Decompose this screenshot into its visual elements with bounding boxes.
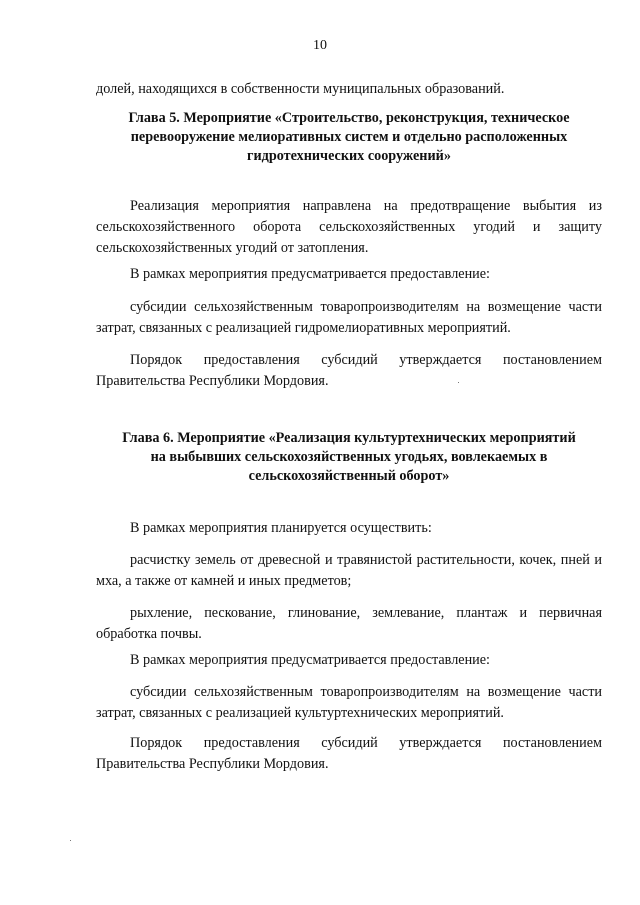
chapter6-paragraph-2: расчистку земель от древесной и травянистой растительности, кочек, пней и мха, а также от камней и иных предметов; [96,552,602,589]
chapter5-paragraph-3: субсидии сельхозяйственным товаропроизводителям на возмещение части затрат, связанных с реализацией гидромелиоративных мероприятий. [96,299,602,336]
scan-speck [458,382,459,383]
chapter6-heading-line3: сельскохозяйственный оборот» [248,468,450,484]
chapter5-paragraph-2: В рамках мероприятия предусматривается предоставление: [130,266,490,282]
chapter5-heading-line1: Глава 5. Мероприятие «Строительство, реконструкция, техническое [128,110,570,126]
chapter6-paragraph-5: субсидии сельхозяйственным товаропроизводителям на возмещение части затрат, связанных с реализацией культуртехнических мероприятий. [96,684,602,721]
chapter6-paragraph-3: рыхление, пескование, глинование, землевание, плантаж и первичная обработка почвы. [96,605,602,642]
chapter5-heading-line3: гидротехнических сооружений» [247,148,451,164]
chapter6-paragraph-1: В рамках мероприятия планируется осуществить: [130,520,432,536]
chapter6-heading-line2: на выбывших сельскохозяйственных угодьях, вовлекаемых в [150,449,548,465]
chapter5-paragraph-1: Реализация мероприятия направлена на предотвращение выбытия из сельскохозяйственного оборота сельскохозяйственных угодий и защиту сельскохозяйственных угодий от затопления. [96,198,602,256]
chapter6-paragraph-4: В рамках мероприятия предусматривается предоставление: [130,652,490,668]
page-number: 10 [313,38,327,53]
chapter5-heading [96,109,602,166]
chapter6-heading-line1: Глава 6. Мероприятие «Реализация культуртехнических мероприятий [122,430,576,446]
chapter6-heading [96,429,602,486]
chapter6-paragraph-6: Порядок предоставления субсидий утверждается постановлением Правительства Республики Мордовия. [96,735,602,772]
scan-speck [70,840,71,841]
chapter5-paragraph-4: Порядок предоставления субсидий утверждается постановлением Правительства Республики Мордовия. [96,352,602,389]
continuation-text: долей, находящихся в собственности муниципальных образований. [96,81,505,97]
chapter5-heading-line2: перевооружение мелиоративных систем и отдельно расположенных [130,129,568,145]
